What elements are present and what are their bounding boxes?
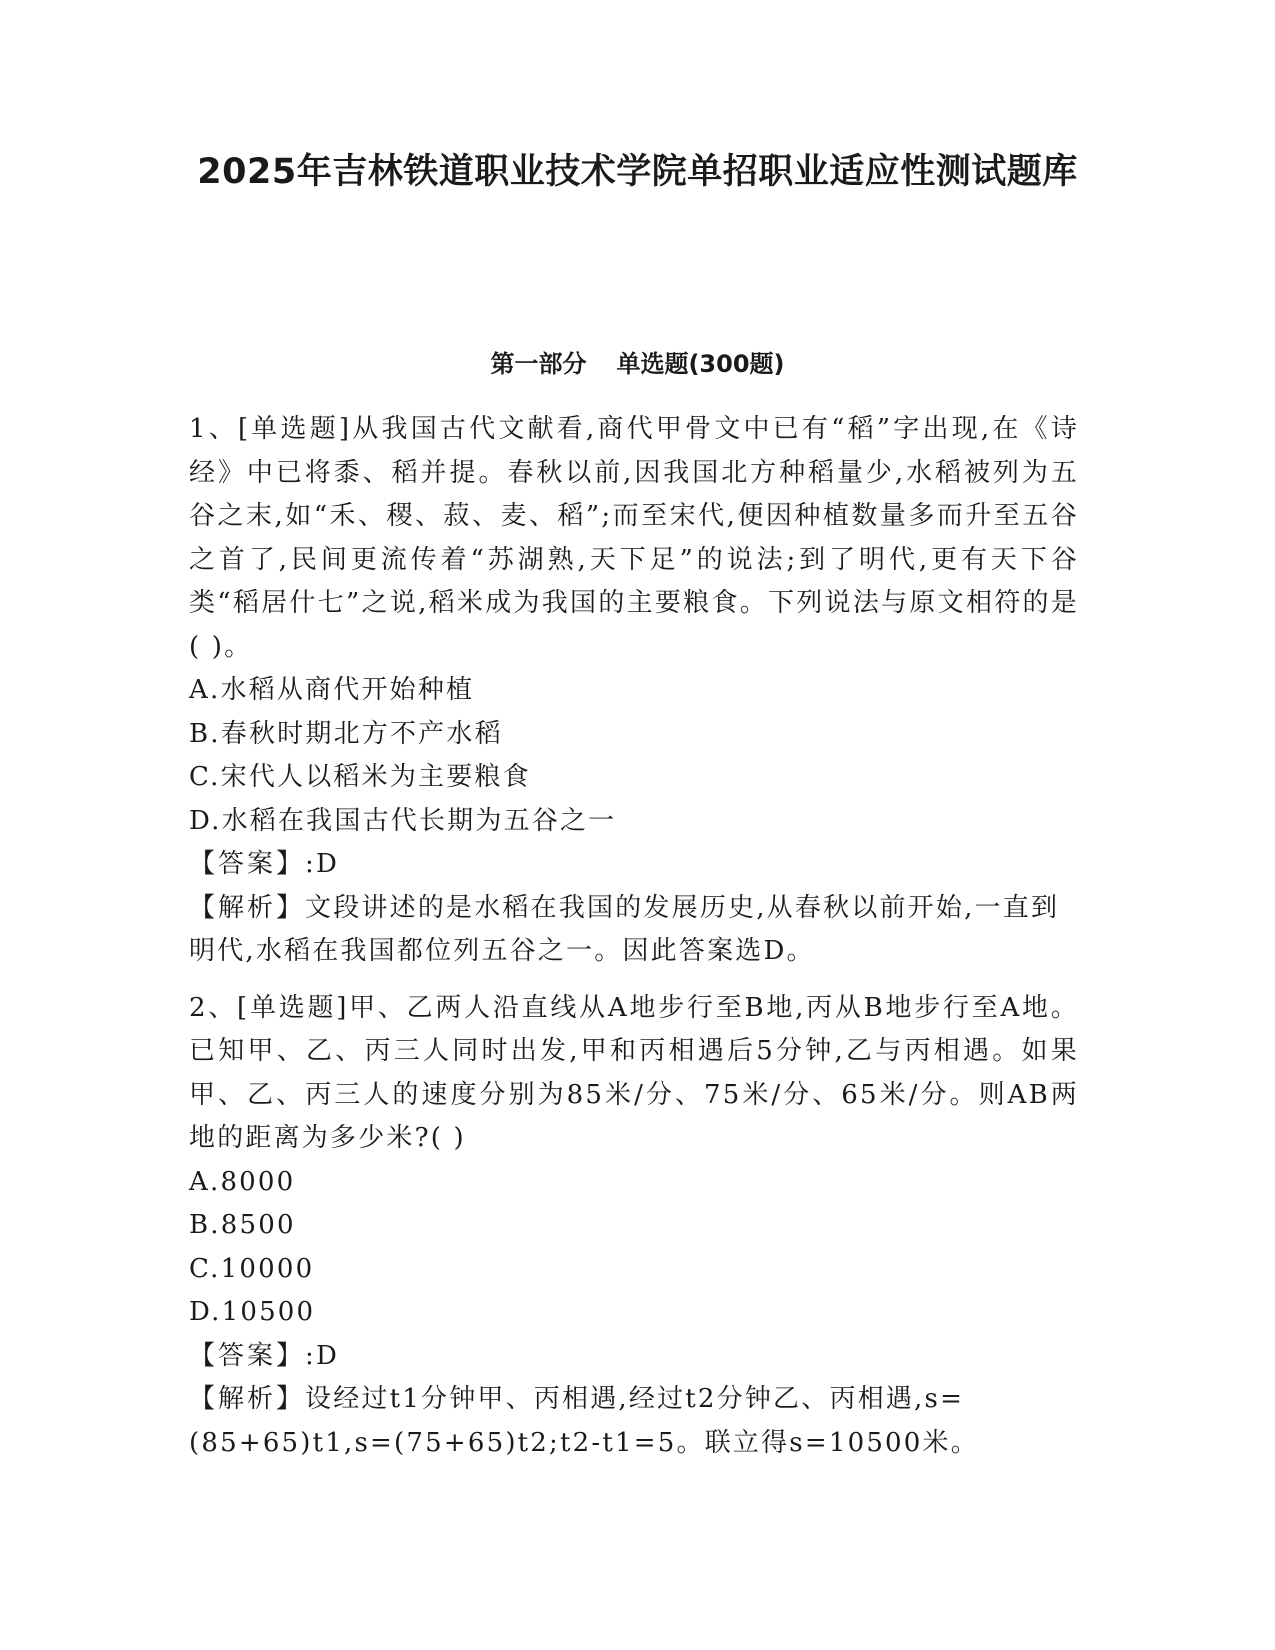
- section-type-label: 单选题(300题): [616, 350, 785, 378]
- answer-line: [189, 843, 1079, 887]
- option-d: D.10500: [189, 1297, 316, 1327]
- analysis-label: 【解析】: [189, 892, 306, 923]
- analysis-line: [189, 1378, 1079, 1465]
- option-c: C.宋代人以稻米为主要粮食: [189, 762, 531, 792]
- question-1: [189, 408, 1079, 974]
- option-list: [189, 1161, 1079, 1335]
- question-stem: 2、[单选题]甲、乙两人沿直线从A地步行至B地,丙从B地步行至A地。已知甲、乙、丙三人同时出发,甲和丙相遇后5分钟,乙与丙相遇。如果甲、乙、丙三人的速度分别为85米/分、75米/分、65米/分。则AB两地的距离为多少米?( ): [189, 992, 1079, 1153]
- option-b: B.8500: [189, 1210, 296, 1240]
- answer-label: 【答案】: [189, 849, 306, 879]
- analysis-text: 设经过t1分钟甲、丙相遇,经过t2分钟乙、丙相遇,s=(85+65)t1,s=(75+65)t2;t2-t1=5。联立得s=10500米。: [189, 1384, 979, 1458]
- answer-value: :D: [305, 849, 340, 879]
- answer-line: [189, 1335, 1079, 1379]
- option-c: C.10000: [189, 1253, 315, 1284]
- option-a: A.水稻从商代开始种植: [189, 675, 475, 705]
- analysis-line: [189, 887, 1079, 974]
- question-list: [189, 408, 1079, 1478]
- analysis-label: 【解析】: [189, 1384, 306, 1414]
- question-2: [189, 987, 1079, 1466]
- option-d: D.水稻在我国古代长期为五谷之一: [189, 805, 617, 836]
- document-title: 2025年吉林铁道职业技术学院单招职业适应性测试题库: [197, 152, 1078, 192]
- section-title: [0, 346, 1275, 382]
- section-part-label: 第一部分: [490, 350, 587, 378]
- question-stem: 1、[单选题]从我国古代文献看,商代甲骨文中已有“稻”字出现,在《诗经》中已将黍、稻并提。春秋以前,因我国北方种稻量少,水稻被列为五谷之末,如“禾、稷、菽、麦、稻”;而至宋代,便因种植数量多而升至五谷之首了,民间更流传着“苏湖熟,天下足”的说法;到了明代,更有天下谷类“稻居什七”之说,稻米成为我国的主要粮食。下列说法与原文相符的是( )。: [189, 414, 1079, 662]
- option-list: [189, 669, 1079, 843]
- answer-label: 【答案】: [189, 1340, 306, 1371]
- option-b: B.春秋时期北方不产水稻: [189, 718, 503, 749]
- analysis-text: 文段讲述的是水稻在我国的发展历史,从春秋以前开始,一直到明代,水稻在我国都位列五谷之一。因此答案选D。: [189, 892, 1060, 966]
- option-a: A.8000: [189, 1166, 296, 1197]
- answer-value: :D: [305, 1340, 340, 1371]
